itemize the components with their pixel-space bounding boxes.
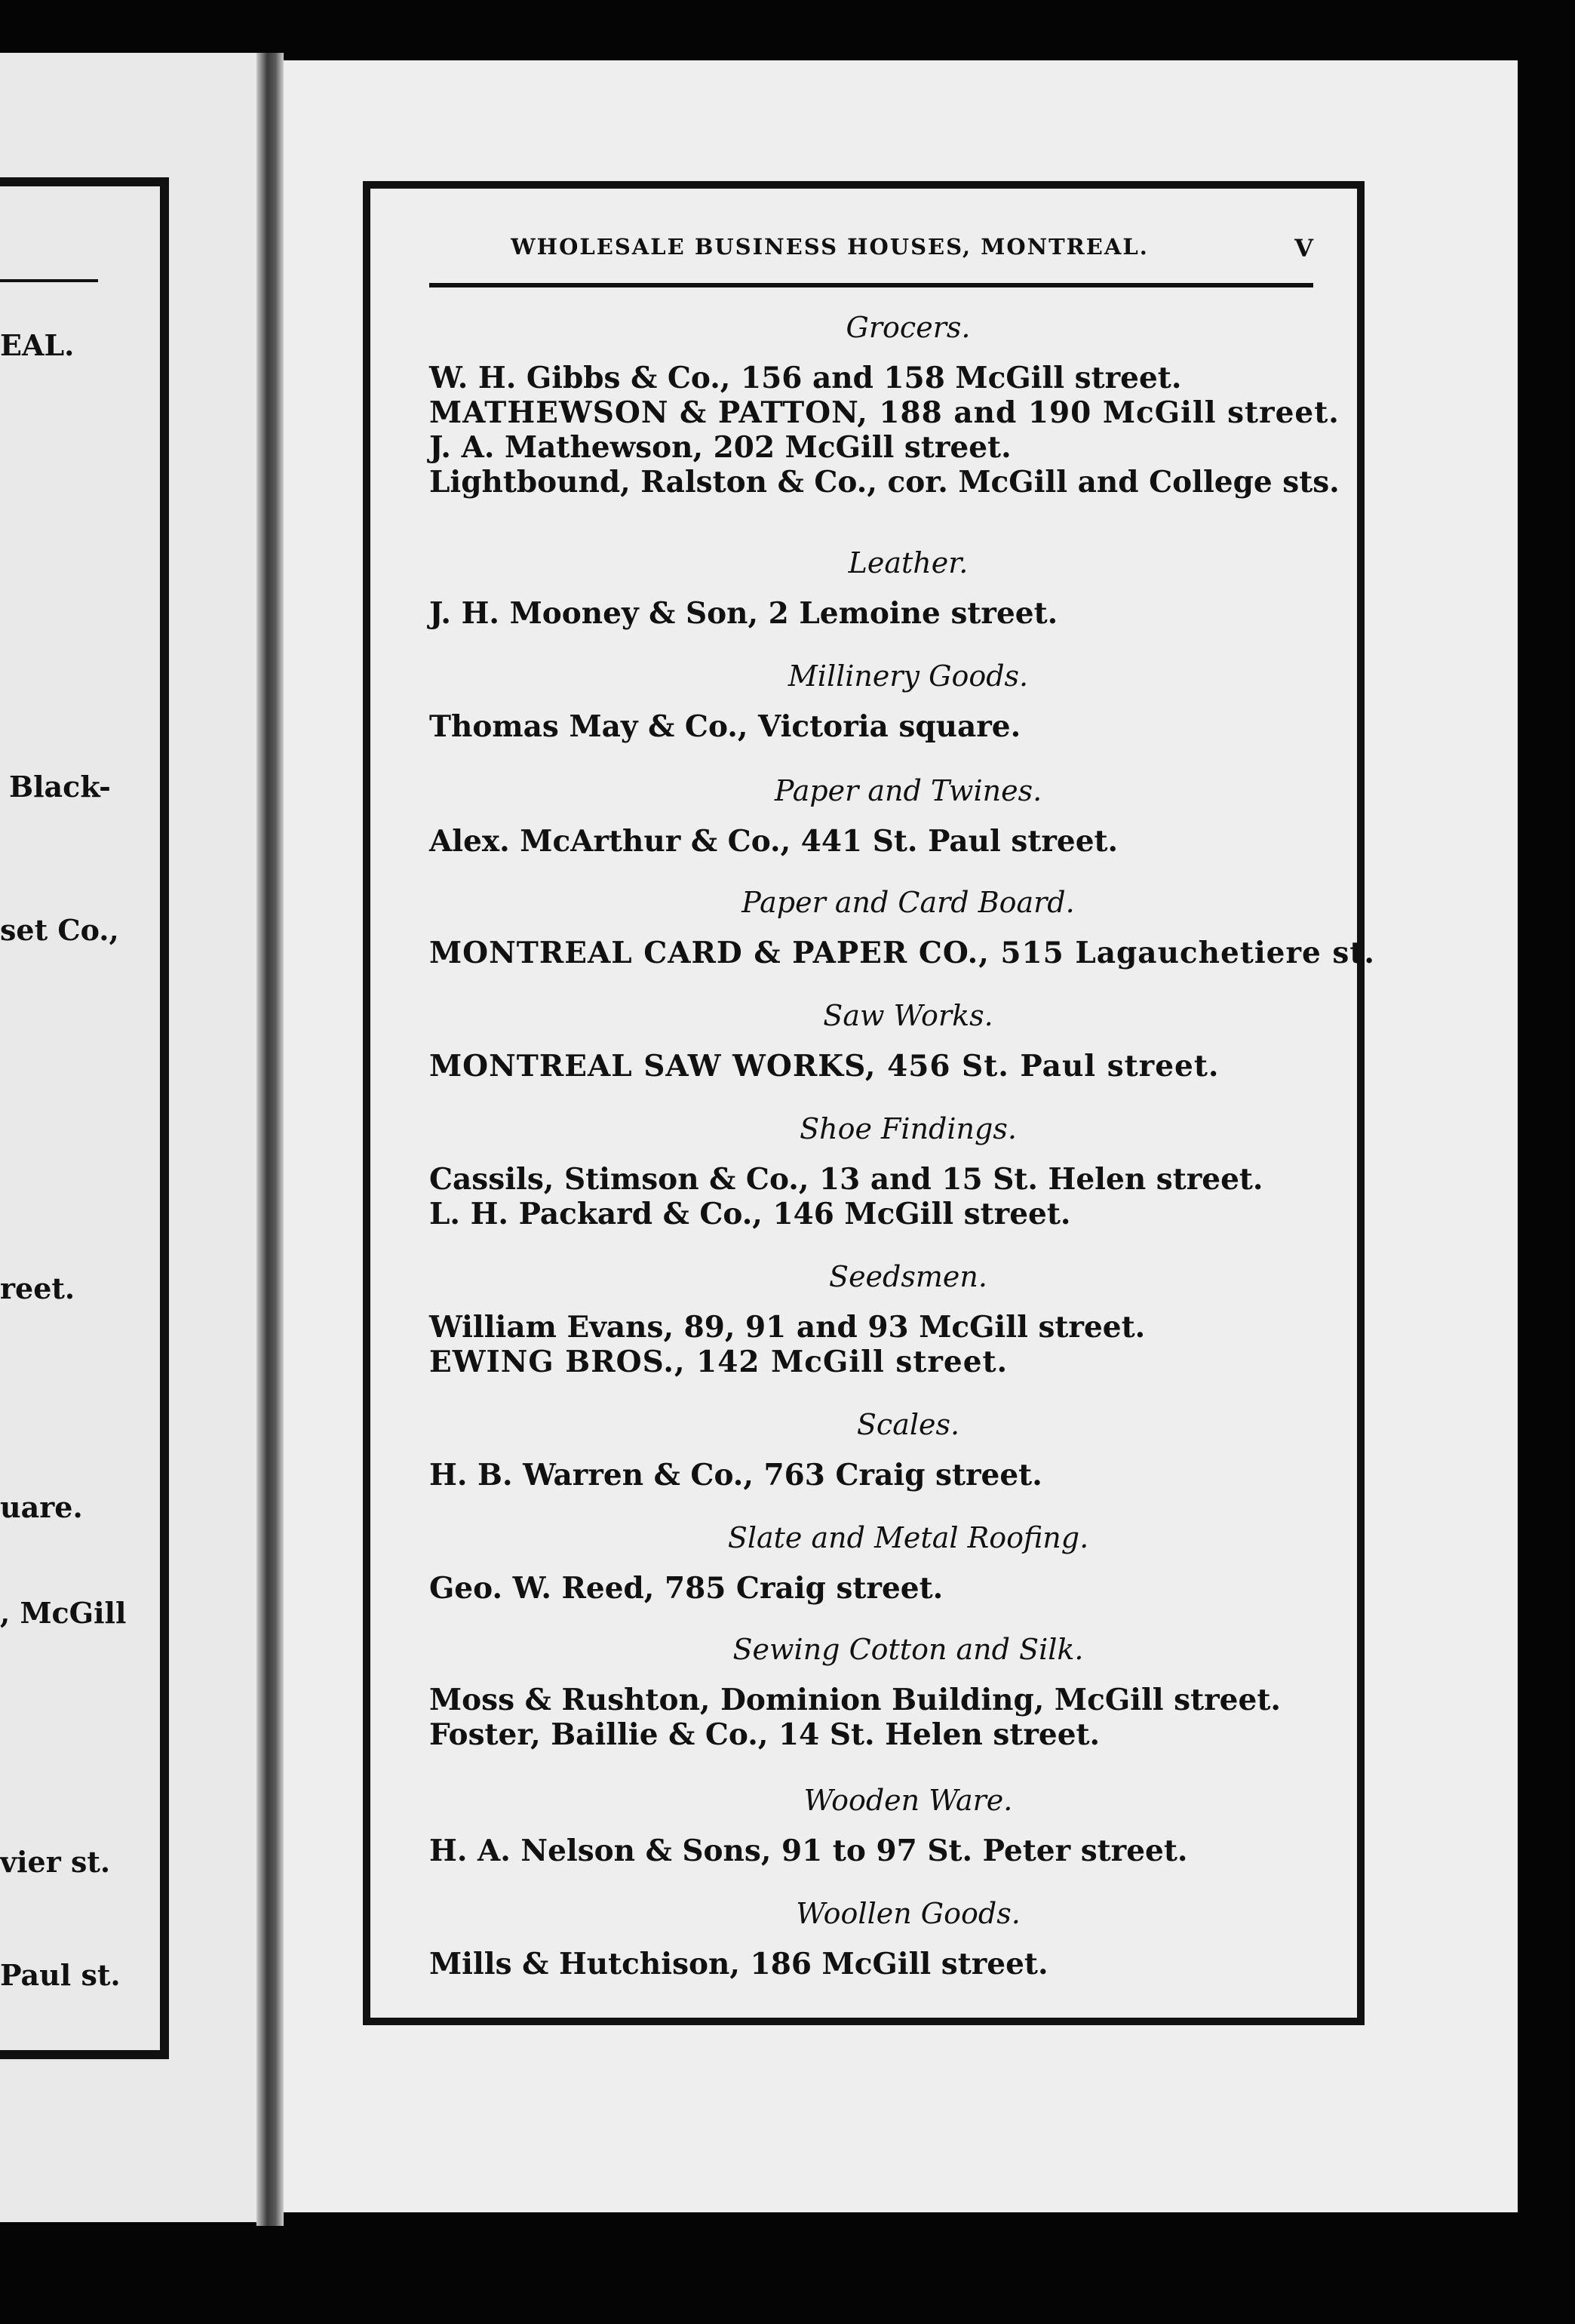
section-title: Paper and Card Board. [741,886,1075,919]
section-title: Slate and Metal Roofing. [727,1521,1089,1554]
section-leather [429,545,1327,631]
left-page-rule [0,279,98,282]
left-fragment: Paul st. [0,1958,121,1992]
listing-entry: L. H. Packard & Co., 146 McGill street. [429,1197,1071,1231]
page-header [431,234,1319,272]
listing-entry: J. A. Mathewson, 202 McGill street. [429,430,1012,465]
listing-entry: MONTREAL SAW WORKS, 456 St. Paul street. [429,1049,1220,1084]
section-woollen-goods [429,1895,1327,1981]
section-scales [429,1406,1327,1492]
left-fragment: , McGill [0,1596,127,1630]
left-fragment: set Co., [0,913,119,947]
book-spine [256,53,284,2226]
listing-entry: Moss & Rushton, Dominion Building, McGill street. [429,1683,1281,1717]
running-header: WHOLESALE BUSINESS HOUSES, MONTREAL. [511,234,1149,260]
left-fragment: reet. [0,1271,75,1305]
listing-entry: MATHEWSON & PATTON, 188 and 190 McGill street. [429,395,1340,430]
header-rule [429,283,1313,287]
left-page [0,53,284,2222]
section-title: Leather. [848,546,969,579]
section-paper-and-card-board [429,884,1375,970]
listing-entry: W. H. Gibbs & Co., 156 and 158 McGill street. [429,361,1182,395]
left-page-frame [0,177,169,2059]
right-page [284,60,1518,2212]
section-title: Seedsmen. [829,1260,987,1293]
section-paper-and-twines [429,773,1327,859]
section-seedsmen [429,1259,1327,1379]
listing-entry: Foster, Baillie & Co., 14 St. Helen street. [429,1717,1101,1752]
listing-entry: Mills & Hutchison, 186 McGill street. [429,1947,1048,1981]
section-title: Scales. [856,1408,960,1441]
section-grocers [429,309,1340,500]
listing-entry: Thomas May & Co., Victoria square. [429,709,1021,744]
section-millinery-goods [429,658,1327,744]
section-title: Saw Works. [823,999,993,1032]
section-title: Grocers. [846,311,971,344]
section-shoe-findings [429,1111,1327,1231]
page-number: V [1294,234,1313,263]
left-fragment: EAL. [0,328,75,362]
listing-entry: H. A. Nelson & Sons, 91 to 97 St. Peter street. [429,1834,1188,1868]
listing-entry: J. H. Mooney & Son, 2 Lemoine street. [429,596,1058,631]
section-title: Woollen Goods. [796,1897,1021,1930]
listing-entry: William Evans, 89, 91 and 93 McGill street. [429,1310,1146,1345]
listing-entry: EWING BROS., 142 McGill street. [429,1345,1009,1379]
listing-entry: Lightbound, Ralston & Co., cor. McGill and College sts. [429,465,1340,500]
section-title: Wooden Ware. [803,1784,1013,1817]
section-title: Paper and Twines. [774,774,1042,807]
section-saw-works [429,998,1327,1084]
page-frame [363,181,1375,2025]
section-sewing-cotton-and-silk [429,1631,1327,1752]
listing-entry: Cassils, Stimson & Co., 13 and 15 St. Helen street. [429,1162,1263,1197]
section-title: Sewing Cotton and Silk. [732,1633,1084,1666]
listing-entry: H. B. Warren & Co., 763 Craig street. [429,1458,1042,1492]
listing-entry: Alex. McArthur & Co., 441 St. Paul street. [429,824,1119,859]
left-fragment: Black- [9,770,111,804]
listing-entry: Geo. W. Reed, 785 Craig street. [429,1571,944,1606]
section-title: Shoe Findings. [800,1112,1017,1145]
section-wooden-ware [429,1782,1327,1868]
section-title: Millinery Goods. [788,659,1029,693]
left-fragment: uare. [0,1490,83,1524]
left-fragment: vier st. [0,1845,111,1879]
section-slate-and-metal-roofing [429,1520,1327,1606]
listing-entry: MONTREAL CARD & PAPER CO., 515 Lagauchetiere st. [429,936,1375,970]
